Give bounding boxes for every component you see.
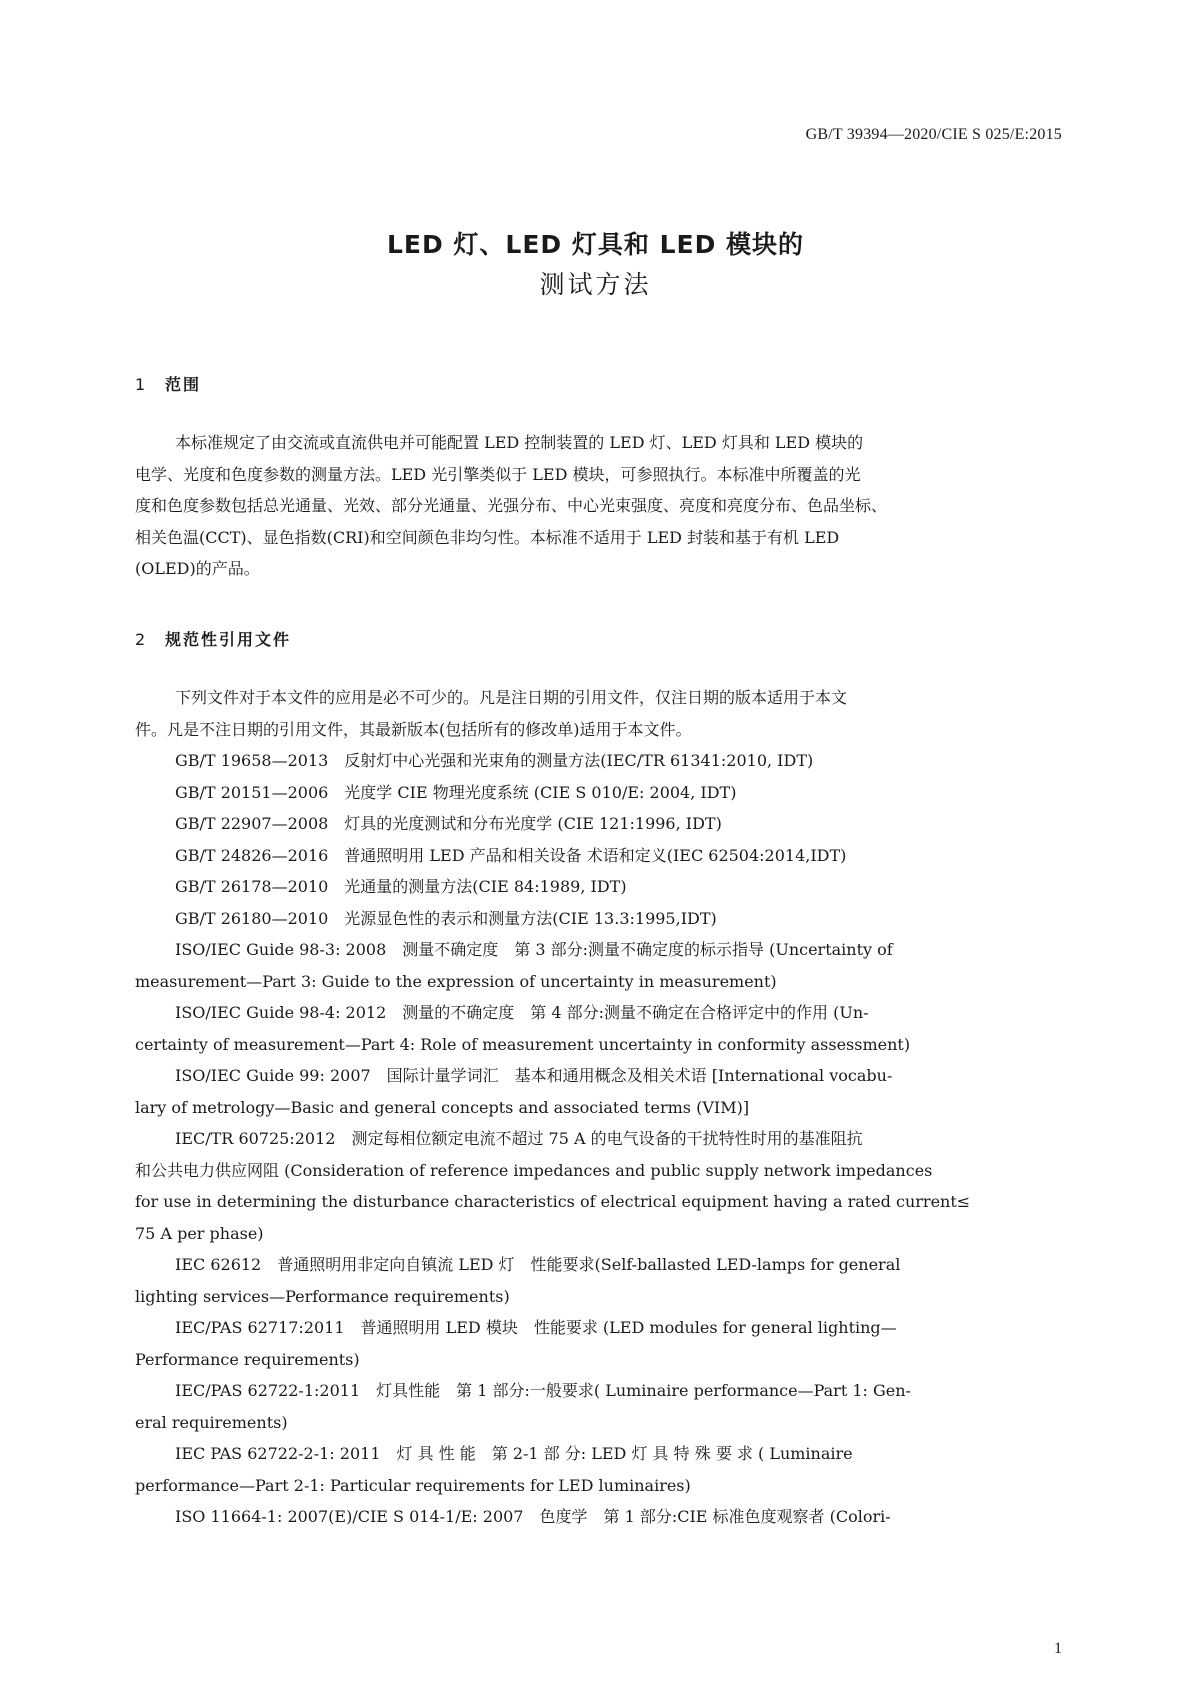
reference-line: IEC/PAS 62722-1:2011 灯具性能 第 1 部分:一般要求( Luminaire performance—Part 1: Gen-	[175, 1381, 911, 1400]
reference-line: GB/T 26178—2010 光通量的测量方法(CIE 84:1989, IDT)	[175, 877, 627, 896]
paragraph-line: 件。凡是不注日期的引用文件，其最新版本(包括所有的修改单)适用于本文件。	[135, 719, 692, 739]
normative-references-body	[135, 682, 1057, 1533]
reference-line: lighting services—Performance requirements)	[135, 1286, 510, 1306]
reference-line: GB/T 20151—2006 光度学 CIE 物理光度系统 (CIE S 010/E: 2004, IDT)	[175, 782, 737, 802]
reference-line: GB/T 24826—2016 普通照明用 LED 产品和相关设备 术语和定义(IEC 62504:2014,IDT)	[175, 845, 847, 865]
reference-entry	[135, 808, 1057, 840]
reference-entry	[135, 840, 1057, 872]
paragraph-line: (OLED)的产品。	[135, 559, 260, 578]
scope-paragraph	[135, 427, 1057, 585]
reference-entry	[135, 871, 1057, 903]
paragraph-line: 度和色度参数包括总光通量、光效、部分光通量、光强分布、中心光束强度、亮度和亮度分布、色品坐标、	[135, 496, 888, 515]
reference-entry	[135, 777, 1057, 809]
paragraph-line: 电学、光度和色度参数的测量方法。LED 光引擎类似于 LED 模块，可参照执行。本标准中所覆盖的光	[135, 464, 861, 484]
section-number: 1	[135, 375, 146, 394]
reference-line: ISO/IEC Guide 99: 2007 国际计量学词汇 基本和通用概念及相关术语 [International vocabu-	[175, 1066, 893, 1085]
reference-line: GB/T 22907—2008 灯具的光度测试和分布光度学 (CIE 121:1996, IDT)	[175, 814, 722, 833]
paragraph-line: 本标准规定了由交流或直流供电并可能配置 LED 控制装置的 LED 灯、LED 灯具和 LED 模块的	[175, 433, 864, 452]
paragraph-line: 下列文件对于本文件的应用是必不可少的。凡是注日期的引用文件，仅注日期的版本适用于本文	[175, 688, 848, 707]
reference-entry	[135, 1060, 1057, 1123]
reference-line: ISO/IEC Guide 98-3: 2008 测量不确定度 第 3 部分:测量不确定度的标示指导 (Uncertainty of	[175, 940, 893, 959]
reference-entry	[135, 903, 1057, 935]
reference-line: GB/T 19658—2013 反射灯中心光强和光束角的测量方法(IEC/TR 61341:2010, IDT)	[175, 751, 814, 770]
reference-entry	[135, 745, 1057, 777]
reference-line: GB/T 26180—2010 光源显色性的表示和测量方法(CIE 13.3:1995,IDT)	[175, 908, 717, 928]
reference-entry	[135, 1123, 1057, 1249]
document-title	[0, 225, 1191, 305]
reference-line: ISO/IEC Guide 98-4: 2012 测量的不确定度 第 4 部分:测量不确定在合格评定中的作用 (Un-	[175, 1003, 869, 1022]
reference-entry	[135, 1501, 1057, 1533]
reference-entry	[135, 1249, 1057, 1312]
reference-entry	[135, 997, 1057, 1060]
reference-line: IEC/PAS 62717:2011 普通照明用 LED 模块 性能要求 (LED modules for general lighting—	[175, 1318, 897, 1337]
reference-line: IEC 62612 普通照明用非定向自镇流 LED 灯 性能要求(Self-ballasted LED-lamps for general	[175, 1255, 901, 1274]
reference-entry	[135, 1438, 1057, 1501]
reference-line: eral requirements)	[135, 1412, 288, 1432]
reference-line: performance—Part 2-1: Particular requirements for LED luminaires)	[135, 1475, 691, 1495]
reference-entry	[135, 1375, 1057, 1438]
section-heading-normative-references	[135, 627, 291, 650]
reference-line: 和公共电力供应网阻 (Consideration of reference impedances and public supply network impedances	[135, 1160, 933, 1180]
reference-entry	[135, 934, 1057, 997]
reference-line: IEC PAS 62722-2-1: 2011 灯 具 性 能 第 2-1 部 分: LED 灯 具 特 殊 要 求 ( Luminaire	[175, 1444, 853, 1463]
section-number: 2	[135, 630, 146, 649]
reference-entry	[135, 1312, 1057, 1375]
page-number: 1	[1054, 1640, 1062, 1657]
reference-line: certainty of measurement—Part 4: Role of measurement uncertainty in conformity assessment)	[135, 1034, 911, 1054]
reference-line: lary of metrology—Basic and general concepts and associated terms (VIM)]	[135, 1097, 750, 1117]
standard-code-header: GB/T 39394—2020/CIE S 025/E:2015	[805, 126, 1062, 143]
reference-line: IEC/TR 60725:2012 测定每相位额定电流不超过 75 A 的电气设备的干扰特性时用的基准阻抗	[175, 1129, 863, 1148]
title-line-1: LED 灯、LED 灯具和 LED 模块的	[386, 230, 805, 259]
reference-line: ISO 11664-1: 2007(E)/CIE S 014-1/E: 2007 色度学 第 1 部分:CIE 标准色度观察者 (Colori-	[175, 1507, 891, 1526]
reference-line: 75 A per phase)	[135, 1223, 264, 1243]
reference-line: measurement—Part 3: Guide to the expression of uncertainty in measurement)	[135, 971, 777, 991]
paragraph-line: 相关色温(CCT)、显色指数(CRI)和空间颜色非均匀性。本标准不适用于 LED 封装和基于有机 LED	[135, 527, 840, 547]
section-label: 规范性引用文件	[165, 630, 292, 649]
section-heading-scope	[135, 372, 201, 395]
title-line-2: 测试方法	[539, 270, 652, 299]
reference-line: for use in determining the disturbance characteristics of electrical equipment having a rated current≤	[135, 1192, 971, 1211]
section-label: 范围	[165, 375, 202, 394]
reference-line: Performance requirements)	[135, 1349, 360, 1369]
